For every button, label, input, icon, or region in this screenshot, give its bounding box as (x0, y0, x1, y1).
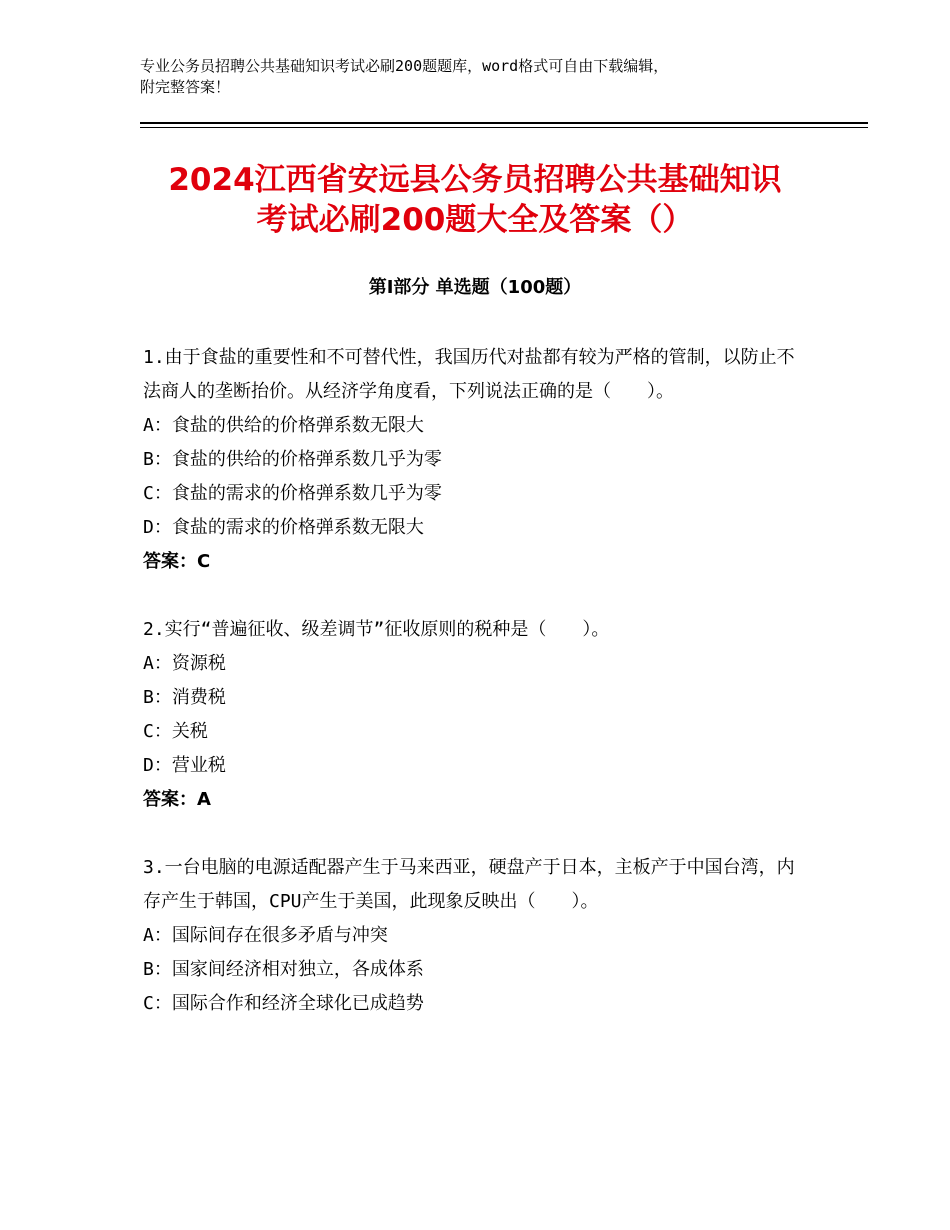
question-1 (143, 341, 803, 579)
title-line-2: 考试必刷200题大全及答案（） (256, 202, 694, 238)
answer: 答案：A (143, 789, 211, 810)
document-title (100, 160, 850, 240)
option-b: B：消费税 (143, 687, 226, 708)
option-c: C：国际合作和经济全球化已成趋势 (143, 993, 424, 1014)
question-stem: 2.实行“普遍征收、级差调节”征收原则的税种是（ ）。 (143, 619, 610, 640)
header-divider-thick (140, 122, 868, 124)
spacer (143, 817, 803, 851)
option-b: B：食盐的供给的价格弹系数几乎为零 (143, 449, 442, 470)
question-stem: 1.由于食盐的重要性和不可替代性，我国历代对盐都有较为严格的管制，以防止不法商人的垄断抬价。从经济学角度看，下列说法正确的是（ ）。 (143, 347, 795, 402)
option-c: C：食盐的需求的价格弹系数几乎为零 (143, 483, 442, 504)
option-b: B：国家间经济相对独立，各成体系 (143, 959, 424, 980)
option-a: A：资源税 (143, 653, 226, 674)
option-a: A：国际间存在很多矛盾与冲突 (143, 925, 388, 946)
option-a: A：食盐的供给的价格弹系数无限大 (143, 415, 424, 436)
header-divider-thin (140, 127, 868, 128)
section-heading: 第Ⅰ部分 单选题（100题） (368, 277, 582, 298)
option-d: D：食盐的需求的价格弹系数无限大 (143, 517, 424, 538)
option-c: C：关税 (143, 721, 208, 742)
question-stem: 3.一台电脑的电源适配器产生于马来西亚，硬盘产于日本，主板产于中国台湾，内存产生于韩国，CPU产生于美国，此现象反映出（ ）。 (143, 857, 795, 912)
title-line-1: 2024江西省安远县公务员招聘公共基础知识 (168, 162, 782, 198)
spacer (143, 579, 803, 613)
question-list (143, 341, 803, 1021)
question-2 (143, 613, 803, 817)
header-line-1: 专业公务员招聘公共基础知识考试必刷200题题库，word格式可自由下载编辑， (140, 57, 669, 75)
page-header (140, 56, 820, 98)
option-d: D：营业税 (143, 755, 226, 776)
answer: 答案：C (143, 551, 211, 572)
question-3 (143, 851, 803, 1021)
header-line-2: 附完整答案！ (140, 78, 231, 96)
